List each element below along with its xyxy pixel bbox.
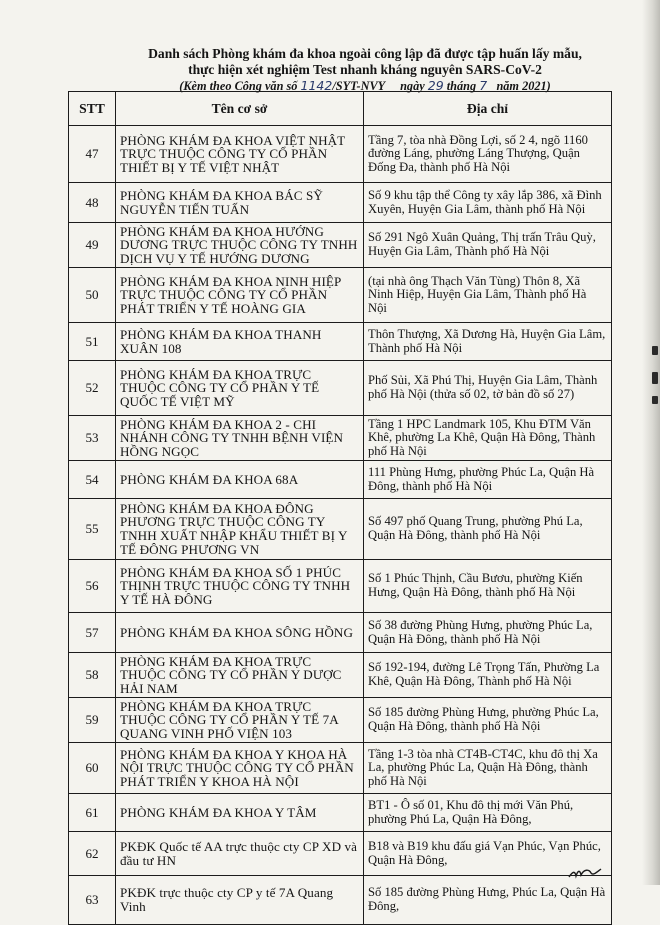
row-stt: 47: [69, 126, 116, 183]
table-row: [69, 223, 612, 268]
row-clinic-name: PHÒNG KHÁM ĐA KHOA 2 - CHI NHÁNH CÔNG TY TNHH BỆNH VIỆN HỒNG NGỌC: [116, 416, 364, 461]
page-edge-shadow: [642, 0, 660, 885]
row-stt: 53: [69, 416, 116, 461]
row-stt: 61: [69, 794, 116, 832]
table-row: [69, 560, 612, 613]
row-address: Thôn Thượng, Xã Dương Hà, Huyện Gia Lâm, Thành phố Hà Nội: [364, 323, 612, 361]
row-clinic-name: PHÒNG KHÁM ĐA KHOA VIỆT NHẬT TRỰC THUỘC CÔNG TY CỔ PHẦN THIẾT BỊ Y TẾ VIỆT NHẬT: [116, 126, 364, 183]
row-address: Số 38 đường Phùng Hưng, phường Phúc La, Quận Hà Đông, thành phố Hà Nội: [364, 613, 612, 653]
row-stt: 58: [69, 653, 116, 698]
row-clinic-name: PKĐK trực thuộc cty CP y tế 7A Quang Vinh: [116, 876, 364, 925]
table-row: [69, 613, 612, 653]
row-stt: 56: [69, 560, 116, 613]
reference-number: 1142: [300, 78, 333, 93]
row-address: Số 9 khu tập thể Công ty xây lắp 386, xã Đình Xuyên, Huyện Gia Lâm, thành phố Hà Nội: [364, 183, 612, 223]
table-row: [69, 461, 612, 499]
row-stt: 48: [69, 183, 116, 223]
row-clinic-name: PHÒNG KHÁM ĐA KHOA Y KHOA HÀ NỘI TRỰC THUỘC CÔNG TY CỔ PHẦN PHÁT TRIỂN Y KHOA HÀ NỘI: [116, 743, 364, 794]
row-clinic-name: PHÒNG KHÁM ĐA KHOA Y TÂM: [116, 794, 364, 832]
row-clinic-name: PHÒNG KHÁM ĐA KHOA SỐ 1 PHÚC THỊNH TRỰC THUỘC CÔNG TY TNHH Y TẾ HÀ ĐÔNG: [116, 560, 364, 613]
row-address: BT1 - Ô số 01, Khu đô thị mới Văn Phú, phường Phú La, Quận Hà Đông,: [364, 794, 612, 832]
table-row: [69, 876, 612, 925]
row-clinic-name: PHÒNG KHÁM ĐA KHOA 68A: [116, 461, 364, 499]
table-row: [69, 698, 612, 743]
reference-year: năm 2021): [496, 79, 551, 93]
row-clinic-name: PHÒNG KHÁM ĐA KHOA BÁC SỸ NGUYỄN TIẾN TUẤN: [116, 183, 364, 223]
reference-day: 29: [427, 78, 444, 93]
header-address: Địa chỉ: [364, 92, 612, 126]
row-stt: 51: [69, 323, 116, 361]
row-address: 111 Phùng Hưng, phường Phúc La, Quận Hà Đông, thành phố Hà Nội: [364, 461, 612, 499]
row-address: Phố Sủi, Xã Phú Thị, Huyện Gia Lâm, Thành phố Hà Nội (thửa số 02, tờ bản đồ số 27): [364, 361, 612, 416]
header-name: Tên cơ sở: [116, 92, 364, 126]
row-stt: 63: [69, 876, 116, 925]
row-stt: 59: [69, 698, 116, 743]
row-address: Số 497 phố Quang Trung, phường Phú La, Quận Hà Đông, thành phố Hà Nội: [364, 499, 612, 560]
table-header-row: [69, 92, 612, 126]
document-title-line2: thực hiện xét nghiệm Test nhanh kháng nguyên SARS-CoV-2: [188, 62, 542, 77]
row-clinic-name: PHÒNG KHÁM ĐA KHOA NINH HIỆP TRỰC THUỘC CÔNG TY CỔ PHẦN PHÁT TRIỂN Y TẾ HOÀNG GIA: [116, 268, 364, 323]
row-address: Số 185 đường Phùng Hưng, phường Phúc La, Quận Hà Đông, thành phố Hà Nội: [364, 698, 612, 743]
row-clinic-name: PHÒNG KHÁM ĐA KHOA SÔNG HỒNG: [116, 613, 364, 653]
table-row: [69, 743, 612, 794]
reference-month: 7: [479, 78, 488, 93]
row-address: B18 và B19 khu đấu giá Vạn Phúc, Vạn Phúc, Quận Hà Đông,: [364, 832, 612, 876]
row-stt: 62: [69, 832, 116, 876]
header-stt: STT: [69, 92, 116, 126]
row-stt: 50: [69, 268, 116, 323]
table-row: [69, 323, 612, 361]
row-clinic-name: PHÒNG KHÁM ĐA KHOA TRỰC THUỘC CÔNG TY CỔ PHẦN Y TẾ 7A QUANG VINH PHỐ VIỆN 103: [116, 698, 364, 743]
signature-initials: [567, 863, 603, 881]
row-clinic-name: PKĐK Quốc tế AA trực thuộc cty CP XD và đầu tư HN: [116, 832, 364, 876]
table-row: [69, 268, 612, 323]
document-heading: [70, 46, 660, 94]
table-row: [69, 653, 612, 698]
row-address: Số 185 đường Phùng Hưng, Phúc La, Quận Hà Đông,: [364, 876, 612, 925]
edge-mark: [652, 346, 658, 355]
row-address: Tầng 1 HPC Landmark 105, Khu ĐTM Văn Khê, phường La Khê, Quận Hà Đông, Thành phố Hà Nội: [364, 416, 612, 461]
table-row: [69, 499, 612, 560]
table-row: [69, 416, 612, 461]
document-title-line1: Danh sách Phòng khám đa khoa ngoài công lập đã được tập huấn lấy mẫu,: [148, 46, 582, 61]
row-stt: 55: [69, 499, 116, 560]
table-row: [69, 126, 612, 183]
row-address: Tầng 1-3 tòa nhà CT4B-CT4C, khu đô thị Xa La, phường Phúc La, Quận Hà Đông, thành phố Hà Nội: [364, 743, 612, 794]
row-clinic-name: PHÒNG KHÁM ĐA KHOA HƯỚNG DƯƠNG TRỰC THUỘC CÔNG TY TNHH DỊCH VỤ Y TẾ HƯỚNG DƯƠNG: [116, 223, 364, 268]
row-stt: 57: [69, 613, 116, 653]
row-clinic-name: PHÒNG KHÁM ĐA KHOA THANH XUÂN 108: [116, 323, 364, 361]
reference-code: /SYT-NVY: [332, 79, 385, 93]
table-row: [69, 832, 612, 876]
row-address: Số 291 Ngô Xuân Quảng, Thị trấn Trâu Quỳ, Huyện Gia Lâm, Thành phố Hà Nội: [364, 223, 612, 268]
clinic-table: [68, 91, 612, 925]
row-address: Số 192-194, đường Lê Trọng Tấn, Phường La Khê, Quận Hà Đông, Thành phố Hà Nội: [364, 653, 612, 698]
reference-day-label: ngày: [400, 79, 425, 93]
table-row: [69, 361, 612, 416]
row-stt: 52: [69, 361, 116, 416]
table-row: [69, 183, 612, 223]
table-row: [69, 794, 612, 832]
reference-prefix: (Kèm theo Công văn số: [179, 79, 298, 93]
edge-mark: [652, 396, 658, 404]
reference-month-label: tháng: [446, 79, 477, 93]
edge-mark: [652, 372, 658, 384]
row-clinic-name: PHÒNG KHÁM ĐA KHOA TRỰC THUỘC CÔNG TY CỔ PHẦN Y DƯỢC HẢI NAM: [116, 653, 364, 698]
row-address: Tầng 7, tòa nhà Đồng Lợi, số 2 4, ngõ 1160 đường Láng, phường Láng Thượng, Quận Đống Đa, thành phố Hà Nội: [364, 126, 612, 183]
row-address: (tại nhà ông Thạch Văn Tùng) Thôn 8, Xã Ninh Hiệp, Huyện Gia Lâm, Thành phố Hà Nội: [364, 268, 612, 323]
row-clinic-name: PHÒNG KHÁM ĐA KHOA ĐÔNG PHƯƠNG TRỰC THUỘC CÔNG TY TNHH XUẤT NHẬP KHẨU THIẾT BỊ Y TẾ ĐÔNG PHƯƠNG VN: [116, 499, 364, 560]
row-stt: 49: [69, 223, 116, 268]
row-clinic-name: PHÒNG KHÁM ĐA KHOA TRỰC THUỘC CÔNG TY CỔ PHẦN Y TẾ QUỐC TẾ VIỆT MỸ: [116, 361, 364, 416]
row-address: Số 1 Phúc Thịnh, Cầu Bươu, phường Kiến Hưng, Quận Hà Đông, thành phố Hà Nội: [364, 560, 612, 613]
row-stt: 54: [69, 461, 116, 499]
row-stt: 60: [69, 743, 116, 794]
